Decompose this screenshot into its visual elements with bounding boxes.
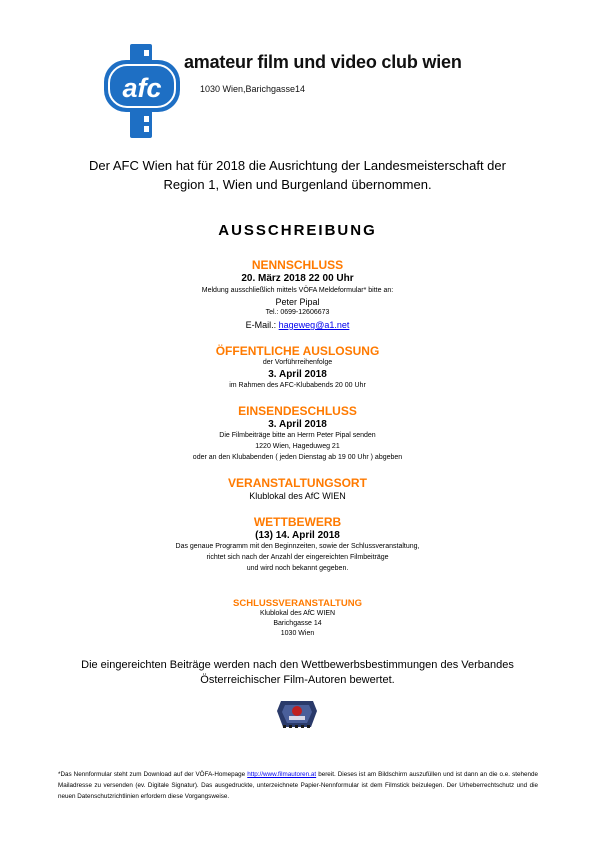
footnote [58,769,538,802]
club-logo [104,44,484,142]
intro-line-1: Der AFC Wien hat für 2018 die Ausrichtung der Landesmeisterschaft der [89,158,506,173]
wettbewerb-line-2: richtet sich nach der Anzahl der eingereichten Filmbeiträge [206,554,389,561]
veranstaltungsort-place: Klublokal des AfC WIEN [249,491,346,501]
nennschluss-note: Meldung ausschließlich mittels VÖFA Meldeformular* bitte an: [201,287,394,294]
einsendeschluss-date: 3. April 2018 [268,419,327,430]
wettbewerb-line-1: Das genaue Programm mit den Beginnzeiten, sowie der Schlussveranstaltung, [175,543,420,550]
club-name: amateur film und video club wien [184,52,462,72]
svg-text:afc: afc [122,73,162,103]
conclusion-line-1: Die eingereichten Beiträge werden nach den Wettbewerbsbestimmungen des Verbandes [81,659,514,671]
voefa-emblem-icon [275,697,319,731]
email-label: E-Mail.: [245,320,279,330]
intro-line-2: Region 1, Wien und Burgenland übernommen. [163,177,432,192]
schluss-line-3: 1030 Wien [280,630,315,637]
email-link[interactable]: hageweg@a1.net [278,320,350,330]
afc-logo-icon [104,44,180,138]
schluss-line-2: Barichgasse 14 [273,620,322,627]
wettbewerb-heading: WETTBEWERB [253,515,342,529]
page-title: AUSSCHREIBUNG [218,222,377,239]
einsendeschluss-line-3: oder an den Klubabenden ( jeden Dienstag ab 19 00 Uhr ) abgeben [192,454,403,461]
contact-email-line [0,320,595,330]
nennschluss-heading: NENNSCHLUSS [251,258,344,272]
auslosung-heading: ÖFFENTLICHE AUSLOSUNG [215,344,380,358]
auslosung-date: 3. April 2018 [268,369,327,380]
einsendeschluss-line-1: Die Filmbeiträge bitte an Herrn Peter Pipal senden [219,432,376,439]
nennschluss-date: 20. März 2018 22 00 Uhr [241,273,354,284]
auslosung-note: im Rahmen des AFC-Klubabends 20 00 Uhr [229,382,366,389]
contact-name: Peter Pipal [275,297,320,307]
footnote-link[interactable]: http://www.filmautoren.at [247,771,317,778]
footnote-part-2: bereit. Dieses ist am Bildschirm auszufüllen und ist dann an die o.e. stehende Mailadresse zu versenden (ev. Digitale Signatur). Das ausgedruckte, unterzeichnete Papier-Nennformular ist dem Filmstick beizulegen. Der Urheberrechtschutz und die neuen Datenschutzrichtlinien erfordern diese Vorgangsweise. [58,771,538,800]
contact-phone: Tel.: 0699-12606673 [265,309,330,316]
schluss-heading: SCHLUSSVERANSTALTUNG [233,598,362,609]
einsendeschluss-heading: EINSENDESCHLUSS [238,404,357,418]
wettbewerb-line-3: und wird noch bekannt gegeben. [246,565,349,572]
auslosung-subtitle: der Vorführreihenfolge [262,359,333,366]
einsendeschluss-line-2: 1220 Wien, Hageduweg 21 [255,443,340,450]
schluss-line-1: Klublokal des AfC WIEN [259,610,336,617]
club-address: 1030 Wien,Barichgasse14 [200,84,306,94]
veranstaltungsort-heading: VERANSTALTUNGSORT [228,476,367,490]
wettbewerb-date: (13) 14. April 2018 [255,530,340,541]
conclusion-line-2: Österreichischer Film-Autoren bewertet. [200,674,395,686]
footnote-part-1: *Das Nennformular steht zum Download auf der VÖFA-Homepage [58,771,248,778]
